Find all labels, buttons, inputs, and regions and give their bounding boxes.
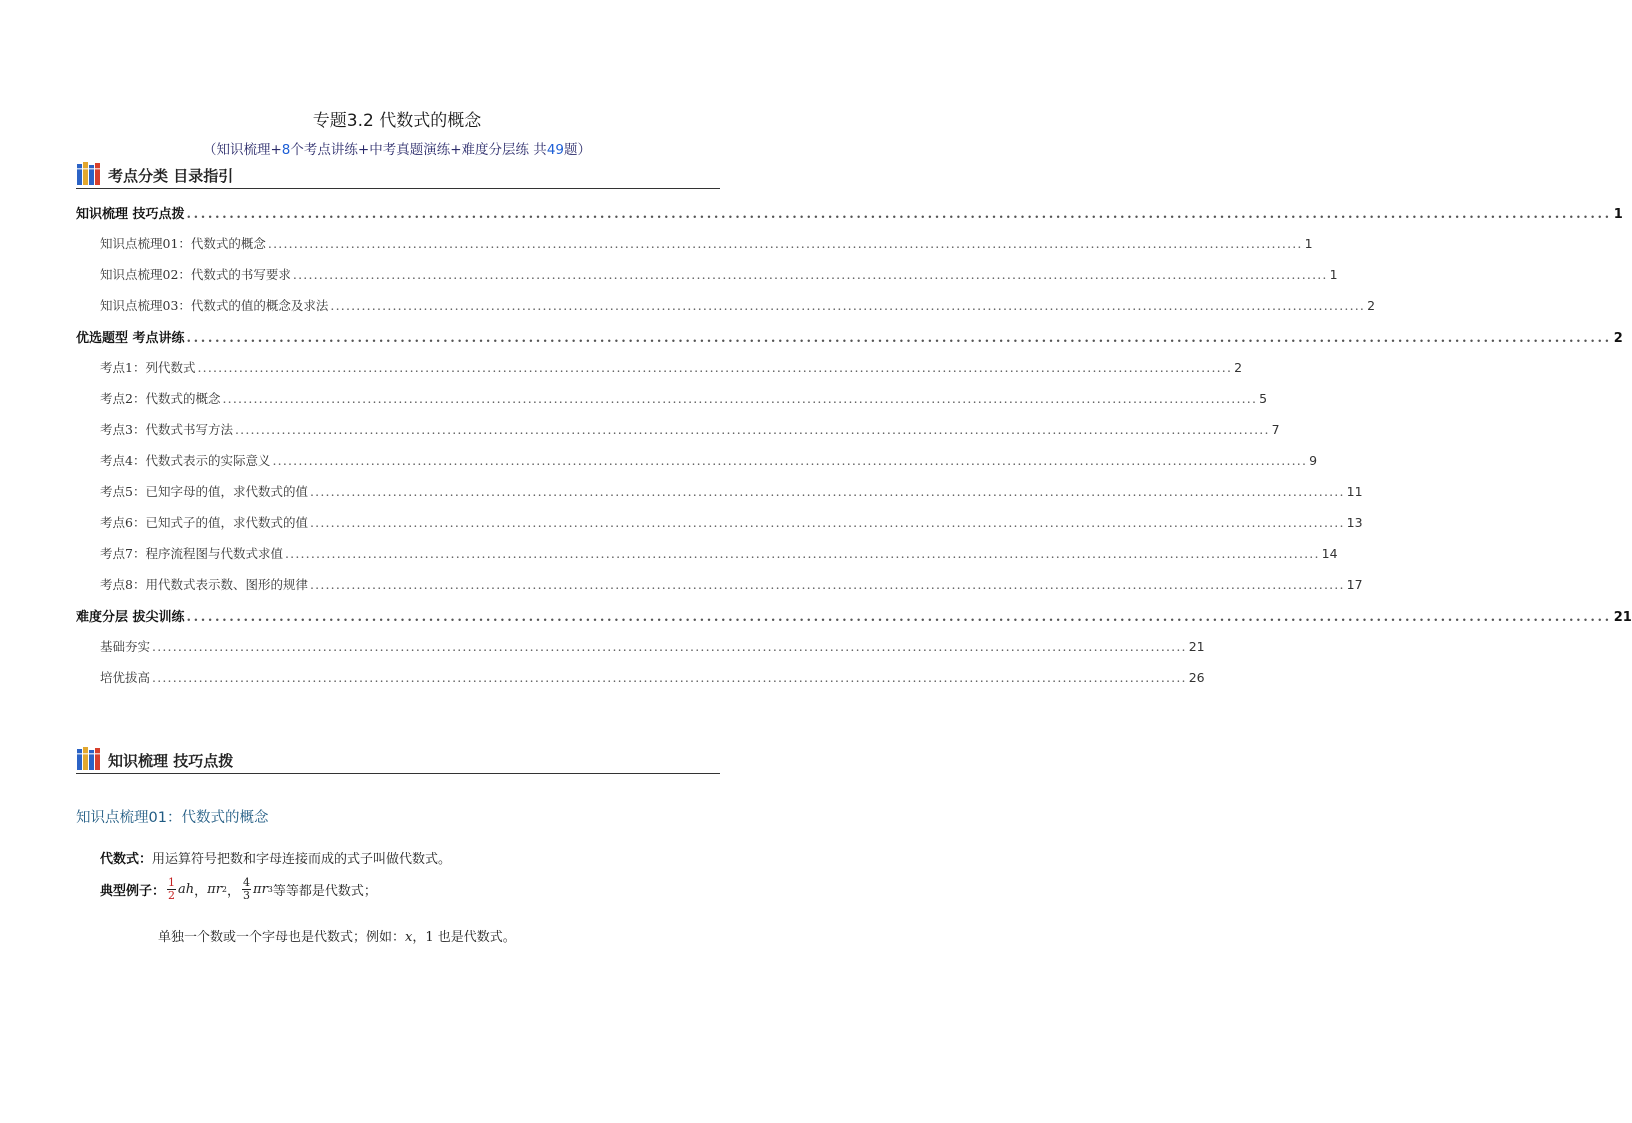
section-label-toc: 考点分类 目录指引 [108,167,234,185]
toc-entry-title: 考点5：已知字母的值，求代数式的值 [100,484,308,499]
toc-entry[interactable] [76,234,1313,256]
toc-leader-dots: ........................................................................................................................................................................................................ [197,360,1233,375]
toc-leader-dots: ........................................................................................................................................................................................................ [330,298,1366,313]
toc-entry-title: 考点4：代数式表示的实际意义 [100,453,271,468]
subtitle-count-points: 8 [281,142,291,158]
toc-page-number: 5 [1259,391,1268,406]
toc-entry-title: 考点1：列代数式 [100,360,196,375]
exponent: 2 [221,885,228,894]
subtitle-middle: 个考点讲练+中考真题演练+难度分层练 共 [290,142,547,158]
books-icon [76,747,104,771]
toc-page-number: 7 [1271,422,1280,437]
toc-page-number: 2 [1234,360,1243,375]
toc-page-number: 2 [1613,331,1623,346]
toc-leader-dots: ........................................................................................................................................................................................................ [267,236,1303,251]
toc-entry[interactable] [76,358,1243,380]
toc-page-number: 17 [1346,577,1363,592]
toc-page-number: 2 [1367,298,1376,313]
toc-entry-title: 考点6：已知式子的值，求代数式的值 [100,515,308,530]
toc-entry[interactable] [76,482,1363,504]
toc-entry-title: 考点3：代数式书写方法 [100,422,233,437]
toc-leader-dots: ........................................................................................................................................................................................................ [272,453,1308,468]
definition-label: 代数式： [100,852,153,867]
single-term-paragraph [158,926,516,945]
toc-entry[interactable] [76,451,1318,473]
toc-entry-title: 难度分层 拔尖训练 [76,610,185,625]
section-label-knowledge: 知识梳理 技巧点拨 [108,752,234,770]
toc-leader-dots: ........................................................................................................................................................................................................ [186,331,1612,346]
toc-entry[interactable] [76,420,1280,442]
toc-entry-title: 知识点梳理03：代数式的值的概念及求法 [100,298,329,313]
single-text-pre: 单独一个数或一个字母也是代数式；例如： [158,930,406,945]
toc-page-number: 1 [1304,236,1313,251]
books-icon [76,162,104,186]
expr-pi-r: πr [207,882,222,897]
definition-paragraph [100,848,451,867]
subtitle-count-questions: 49 [546,142,564,158]
toc-page-number: 11 [1346,484,1363,499]
toc-page-number: 14 [1321,546,1338,561]
fraction-one-half [167,877,176,902]
fraction-denominator: 3 [243,889,251,902]
toc-leader-dots: ........................................................................................................................................................................................................ [234,422,1270,437]
toc-entry-title: 考点7：程序流程图与代数式求值 [100,546,283,561]
toc-leader-dots: ........................................................................................................................................................................................................ [186,207,1612,222]
separator: ， [194,884,208,899]
toc-leader-dots: ........................................................................................................................................................................................................ [152,639,1187,654]
page-title: 专题3.2 代数式的概念 [312,111,482,131]
knowledge-point-heading: 知识点梳理01：代数式的概念 [76,810,269,826]
toc-page-number: 1 [1329,267,1338,282]
toc-entry-title: 基础夯实 [100,639,151,654]
toc-entry-title: 优选题型 考点讲练 [76,331,185,346]
toc-page-number: 21 [1188,639,1205,654]
toc-entry-title: 考点2：代数式的概念 [100,391,221,406]
section-header-knowledge [76,745,720,774]
toc-entry-title: 知识点梳理01：代数式的概念 [100,236,266,251]
separator: ， [227,884,241,899]
toc-leader-dots: ........................................................................................................................................................................................................ [309,577,1345,592]
subtitle-suffix: 题） [564,142,591,158]
exponent: 3 [267,885,273,894]
toc-entry-title: 培优拔高 [100,670,151,685]
toc-page-number: 13 [1346,515,1363,530]
fraction-denominator: 2 [168,889,176,902]
fraction-numerator: 1 [168,876,176,889]
toc-entry[interactable] [76,575,1363,597]
single-text-post: ，1 也是代数式。 [412,930,516,945]
toc-page-number: 1 [1613,207,1623,222]
fraction-four-thirds [242,877,251,902]
section-header-toc [76,160,720,189]
variable-x: x [405,930,413,945]
toc-section-entry[interactable] [76,203,1623,225]
toc-entry[interactable] [76,544,1338,566]
toc-entry-title: 知识点梳理02：代数式的书写要求 [100,267,291,282]
toc-leader-dots: ........................................................................................................................................................................................................ [152,670,1187,685]
toc-entry-title: 考点8：用代数式表示数、图形的规律 [100,577,308,592]
fraction-numerator: 4 [243,876,251,889]
expr-pi-r-cubed: πr [253,882,268,897]
toc-leader-dots: ........................................................................................................................................................................................................ [186,610,1612,625]
expr-ah: ah [178,882,195,897]
toc-page-number: 9 [1309,453,1318,468]
examples-paragraph [100,877,377,902]
toc-entry[interactable] [76,389,1268,411]
toc-page-number: 26 [1188,670,1205,685]
toc-leader-dots: ........................................................................................................................................................................................................ [309,515,1345,530]
toc-page-number: 21 [1613,610,1632,625]
page-subtitle [0,138,794,158]
toc-leader-dots: ........................................................................................................................................................................................................ [309,484,1345,499]
toc-entry[interactable] [76,513,1363,535]
toc-section-entry[interactable] [76,606,1632,628]
toc-leader-dots: ........................................................................................................................................................................................................ [292,267,1328,282]
toc-entry-title: 知识梳理 技巧点拨 [76,207,185,222]
examples-label: 典型例子： [100,884,166,899]
toc-section-entry[interactable] [76,327,1623,349]
toc-entry[interactable] [76,296,1376,318]
examples-tail: 等等都是代数式； [272,884,377,899]
definition-text: 用运算符号把数和字母连接而成的式子叫做代数式。 [152,852,452,867]
toc-entry[interactable] [76,668,1205,690]
toc-entry[interactable] [76,637,1205,659]
toc-entry[interactable] [76,265,1338,287]
toc-leader-dots: ........................................................................................................................................................................................................ [284,546,1320,561]
subtitle-prefix: （知识梳理+ [202,142,282,158]
toc-leader-dots: ........................................................................................................................................................................................................ [222,391,1258,406]
